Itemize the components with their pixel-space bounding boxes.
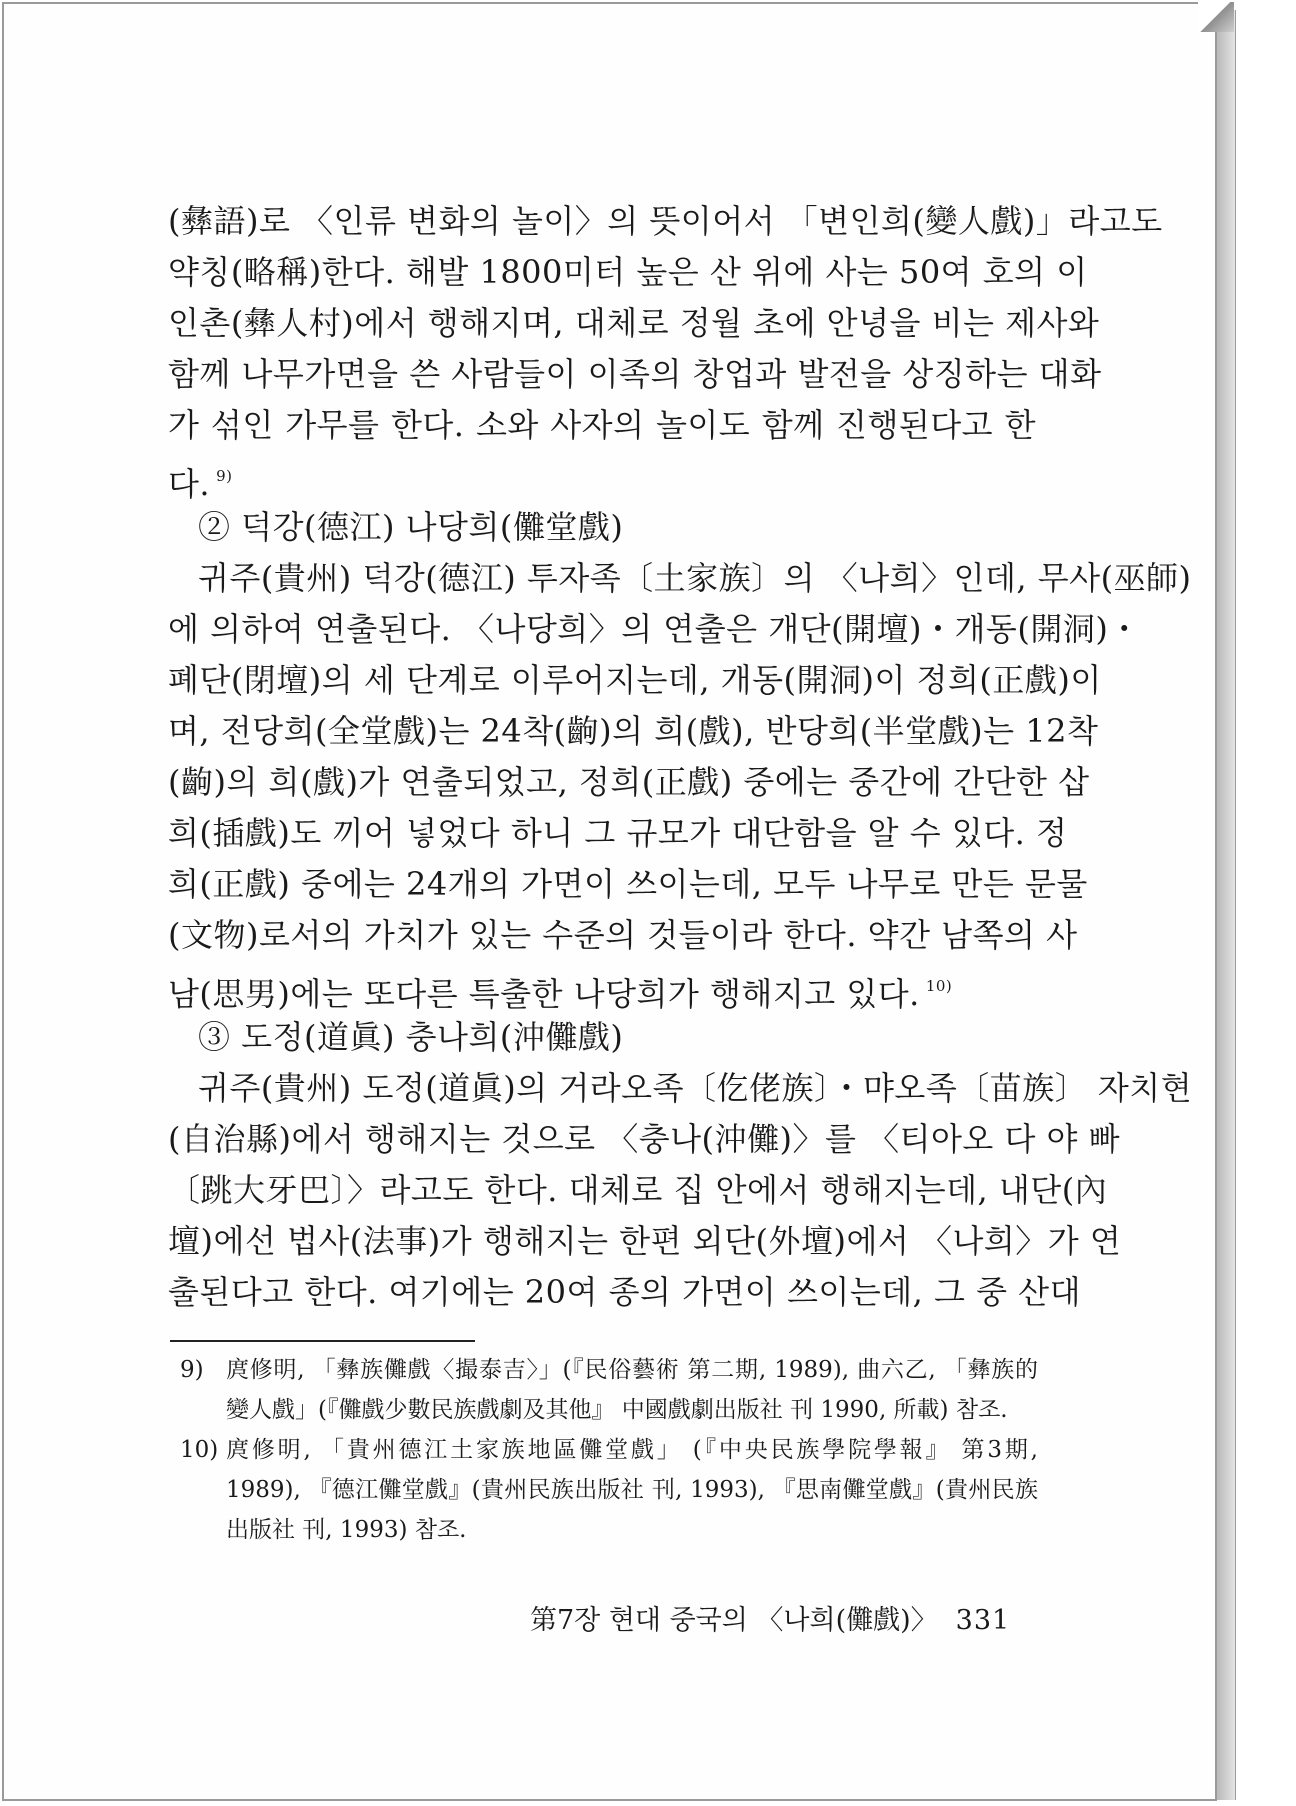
footnote-9 <box>170 1350 1038 1430</box>
footnote-line: 變人戲」(『儺戲少數民族戲劇及其他』 中國戲劇出版社 刊 1990, 所載) 참조. <box>226 1397 1008 1423</box>
text-line: 귀주(貴州) 덕강(德江) 투자족〔土家族〕의 〈나희〉인데, 무사(巫師) <box>198 559 1192 597</box>
footnote-ref-9: 9) <box>216 467 233 485</box>
text-line: 약칭(略稱)한다. 해발 1800미터 높은 산 위에 사는 50여 호의 이 <box>168 253 1088 291</box>
text-line-with-note <box>168 961 1036 1012</box>
text-line: 폐단(閉壇)의 세 단계로 이루어지는데, 개동(開洞)이 정희(正戲)이 <box>168 661 1102 699</box>
page-number: 331 <box>955 1605 1011 1636</box>
text-line: 다. <box>168 465 211 503</box>
text-line: 며, 전당희(全堂戲)는 24착(齣)의 희(戲), 반당희(半堂戲)는 12착 <box>168 712 1099 750</box>
footnote-ref-10: 10) <box>925 977 953 995</box>
footnotes <box>170 1350 1038 1550</box>
section-heading-dejiang: ② 덕강(德江) 나당희(儺堂戲) <box>198 508 624 546</box>
text-line: 〔跳大牙巴〕〉라고도 한다. 대체로 집 안에서 행해지는데, 내단(內 <box>168 1171 1108 1209</box>
text-line: 인촌(彝人村)에서 행해지며, 대체로 정월 초에 안녕을 비는 제사와 <box>168 304 1100 342</box>
page-corner-fold <box>1198 2 1234 32</box>
footnote-divider <box>170 1340 475 1342</box>
text-line: (自治縣)에서 행해지는 것으로 〈충나(沖儺)〉를 〈티아오 다 야 빠 <box>168 1120 1121 1158</box>
text-line: 희(插戲)도 끼어 넣었다 하니 그 규모가 대단함을 알 수 있다. 정 <box>168 814 1068 852</box>
footnote-line: 出版社 刊, 1993) 참조. <box>226 1517 467 1543</box>
text-line: 함께 나무가면을 쓴 사람들이 이족의 창업과 발전을 상징하는 대화 <box>168 355 1102 393</box>
text-line-with-note <box>168 451 1036 502</box>
section-heading-daozhen: ③ 도정(道眞) 충나희(沖儺戲) <box>198 1018 624 1056</box>
text-line: 에 의하여 연출된다. 〈나당희〉의 연출은 개단(開壇)・개동(開洞)・ <box>168 610 1141 648</box>
running-footer <box>530 1601 1030 1641</box>
footnote-10 <box>170 1430 1038 1550</box>
text-line: (文物)로서의 가치가 있는 수준의 것들이라 한다. 약간 남쪽의 사 <box>168 916 1078 954</box>
footnote-line: 庹修明, 「彝族儺戲〈撮泰吉〉」(『民俗藝術 第二期, 1989), 曲六乙, 「彝族的 <box>226 1357 1038 1383</box>
main-text <box>168 196 1193 1318</box>
text-line: (齣)의 희(戲)가 연출되었고, 정희(正戲) 중에는 중간에 간단한 삽 <box>168 763 1090 801</box>
footnote-number: 10) <box>180 1437 219 1463</box>
text-line: 남(思男)에는 또다른 특출한 나당희가 행해지고 있다. <box>168 975 920 1013</box>
text-line: 귀주(貴州) 도정(道眞)의 거라오족〔仡佬族〕・먀오족〔苗族〕 자치현 <box>198 1069 1193 1107</box>
footnote-line: 1989), 『德江儺堂戲』(貴州民族出版社 刊, 1993), 『思南儺堂戲』(貴州民族 <box>226 1477 1038 1503</box>
text-line: 희(正戲) 중에는 24개의 가면이 쓰이는데, 모두 나무로 만든 문물 <box>168 865 1088 903</box>
footnote-line: 庹修明, 「貴州德江土家族地區儺堂戲」 (『中央民族學院學報』 第3期, <box>226 1437 1038 1463</box>
chapter-title: 第7장 현대 중국의 〈나희(儺戲)〉 <box>530 1605 938 1636</box>
text-line: 壇)에선 법사(法事)가 행해지는 한편 외단(外壇)에서 〈나희〉가 연 <box>168 1222 1122 1260</box>
text-line: 가 섞인 가무를 한다. 소와 사자의 놀이도 함께 진행된다고 한 <box>168 406 1036 444</box>
footnote-number: 9) <box>180 1357 204 1383</box>
text-line: (彝語)로 〈인류 변화의 놀이〉의 뜻이어서 「변인희(變人戲)」라고도 <box>168 202 1163 240</box>
page-edge-shadow <box>1217 10 1236 1800</box>
text-line: 출된다고 한다. 여기에는 20여 종의 가면이 쓰이는데, 그 중 산대 <box>168 1273 1081 1311</box>
